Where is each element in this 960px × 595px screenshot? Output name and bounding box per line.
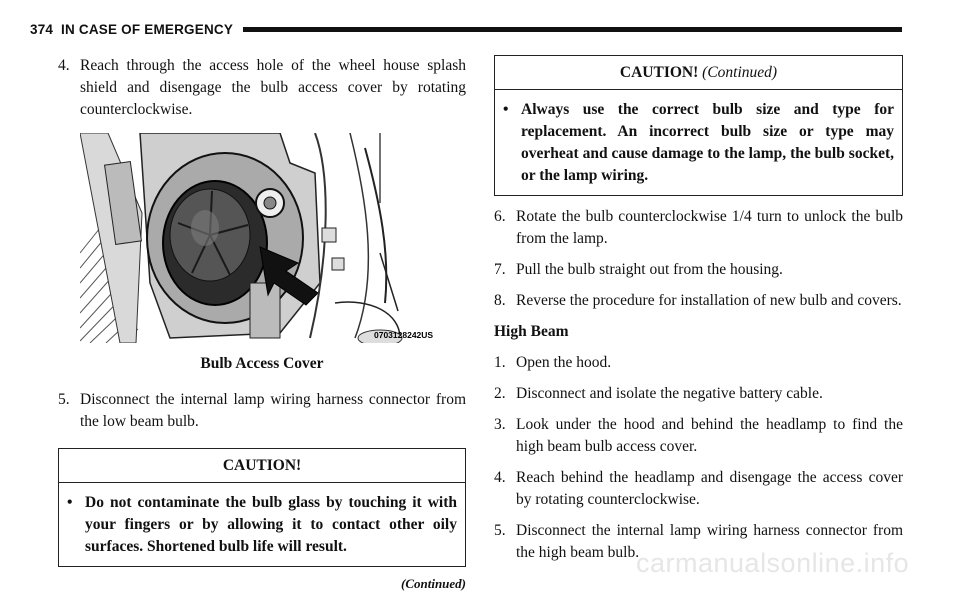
step-number: 5.: [58, 391, 70, 408]
caution-item-text: Always use the correct bulb size and type for replacement. An incorrect bulb size or type may overheat and cause damage to the lamp, the bulb socket, or the lamp wiring.: [521, 101, 894, 184]
page-number: 374: [30, 22, 54, 37]
step-5: [58, 389, 466, 433]
watermark: carmanualsonline.info: [636, 548, 910, 578]
step-text: Reach behind the headlamp and disengage the access cover by rotating counterclockwise.: [516, 469, 903, 508]
step-number: 7.: [494, 261, 506, 278]
bulb-access-cover-photo: [80, 133, 445, 343]
step-6: [494, 206, 903, 250]
figure-caption: Bulb Access Cover: [200, 355, 324, 372]
bullet-icon: •: [67, 494, 73, 511]
caution-item-text: Do not contaminate the bulb glass by touching it with your fingers or by allowing it to contact other oily surfaces. Shortened bulb life will result.: [85, 494, 457, 555]
high-beam-heading: High Beam: [494, 323, 569, 340]
step-4: [58, 55, 466, 121]
step-8: [494, 290, 903, 312]
step-text: Look under the hood and behind the headlamp to find the high beam bulb access cover.: [516, 416, 903, 455]
header-rule: [243, 27, 902, 32]
continued-note: (Continued): [400, 576, 466, 591]
caution-title-suffix: (Continued): [702, 64, 778, 81]
step-number: 3.: [494, 416, 506, 433]
caution-item: [503, 99, 894, 187]
step-number: 6.: [494, 208, 506, 225]
right-column: [494, 55, 903, 564]
caution-box: [58, 448, 466, 567]
caution-title-text: CAUTION!: [619, 64, 699, 81]
high-beam-step-4: [494, 467, 903, 511]
step-number: 4.: [494, 469, 506, 486]
step-text: Open the hood.: [516, 354, 612, 371]
caution-item: [67, 492, 457, 558]
high-beam-step-1: [494, 352, 903, 374]
bullet-icon: •: [503, 101, 509, 118]
step-text: Disconnect the internal lamp wiring harness connector from the low beam bulb.: [80, 391, 466, 430]
high-beam-step-2: [494, 383, 903, 405]
step-number: 5.: [494, 522, 506, 539]
page-header: [30, 22, 902, 37]
high-beam-step-3: [494, 414, 903, 458]
caution-list: [59, 483, 465, 566]
step-text: Disconnect the internal lamp wiring harness connector from the high beam bulb.: [516, 522, 903, 561]
step-7: [494, 259, 903, 281]
page-header-text: [30, 22, 233, 37]
step-number: 8.: [494, 292, 506, 309]
step-number: 2.: [494, 385, 506, 402]
caution-box-continued: [494, 55, 903, 196]
step-text: Rotate the bulb counterclockwise 1/4 turn to unlock the bulb from the lamp.: [516, 208, 903, 247]
caution-list: [495, 90, 902, 195]
step-text: Reach through the access hole of the wheel house splash shield and disengage the bulb access cover by rotating counterclockwise.: [80, 57, 466, 118]
step-number: 1.: [494, 354, 506, 371]
caution-title: [495, 56, 902, 90]
step-text: Pull the bulb straight out from the housing.: [516, 261, 783, 278]
left-column: [58, 55, 466, 595]
figure-code: 0703128242US: [374, 330, 434, 340]
step-text: Disconnect and isolate the negative battery cable.: [516, 385, 823, 402]
step-number: 4.: [58, 57, 70, 74]
step-text: Reverse the procedure for installation of new bulb and covers.: [516, 292, 902, 309]
caution-title: CAUTION!: [59, 449, 465, 483]
section-title: IN CASE OF EMERGENCY: [61, 22, 234, 37]
headlamp-illustration: [80, 133, 445, 343]
